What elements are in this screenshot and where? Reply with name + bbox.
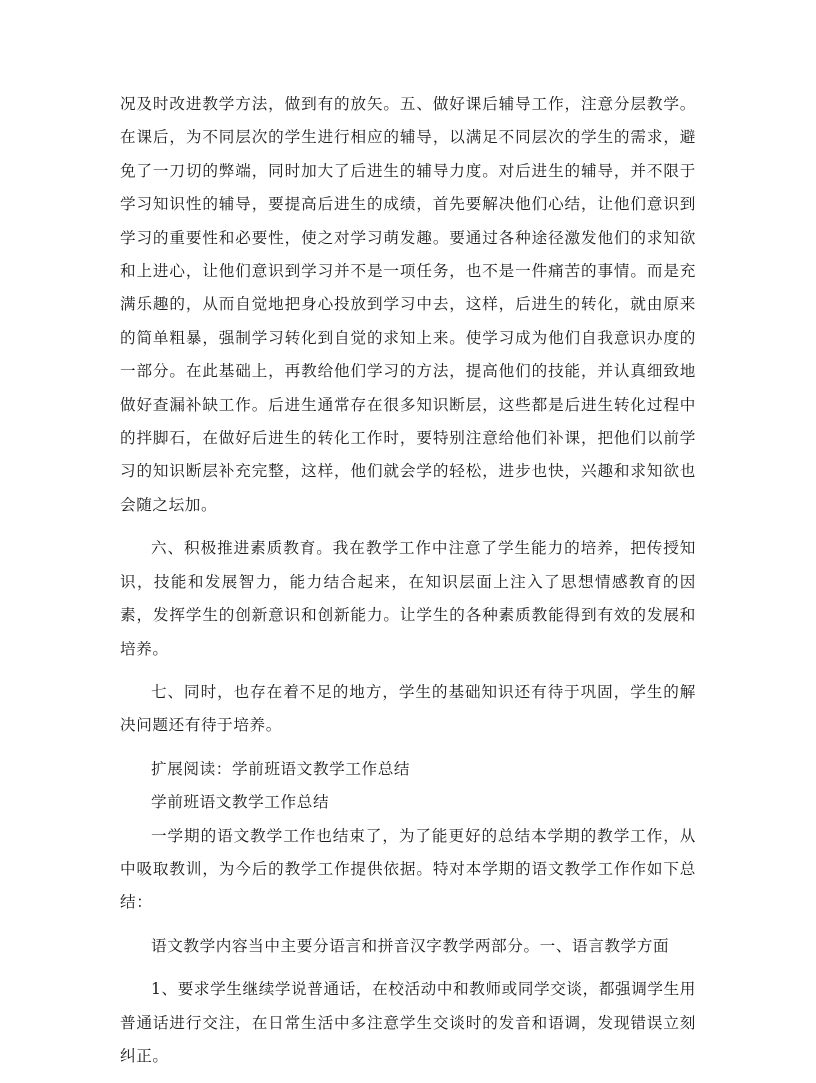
document-page — [120, 88, 696, 1083]
paragraph-intro: 一学期的语文教学工作也结束了，为了能更好的总结本学期的教学工作，从中吸取教训，为今后的教学工作提供依据。特对本学期的语文教学工作作如下总结： — [120, 826, 696, 912]
paragraph-mandarin-requirement: 1、要求学生继续学说普通话，在校活动中和教师或同学交谈，都强调学生用普通话进行交注，在日常生活中多注意学生交谈时的发音和语调，发现错误立刻纠正。 — [120, 980, 696, 1065]
paragraph-quality-education: 六、积极推进素质教育。我在教学工作中注意了学生能力的培养，把传授知识，技能和发展智力，能力结合起来，在知识层面上注入了思想情感教育的因素，发挥学生的创新意识和创新能力。让学生的各种素质教能得到有效的发展和培养。 — [120, 539, 696, 658]
paragraph-teaching-content: 语文教学内容当中主要分语言和拼音汉字教学两部分。一、语言教学方面 — [151, 936, 670, 955]
paragraph-remedial-teaching: 况及时改进教学方法，做到有的放矢。五、做好课后辅导工作，注意分层教学。在课后，为不同层次的学生进行相应的辅导，以满足不同层次的学生的需求，避免了一刀切的弊端，同时加大了后进生的辅导力度。对后进生的辅导，并不限于学习知识性的辅导，要提高后进生的成绩，首先要解决他们心结，让他们意识到学习的重要性和必要性，使之对学习萌发趣。要通过各种途径激发他们的求知欲和上进心，让他们意识到学习并不是一项任务，也不是一件痛苦的事情。而是充满乐趣的，从而自觉地把身心投放到学习中去，这样，后进生的转化，就由原来的简单粗暴，强制学习转化到自觉的求知上来。使学习成为他们自我意识办度的一部分。在此基础上，再教给他们学习的方法，提高他们的技能，并认真细致地做好查漏补缺工作。后进生通常存在很多知识断层，这些都是后进生转化过程中的拌脚石，在做好后进生的转化工作时，要特别注意给他们补课，把他们以前学习的知识断层补充完整，这样，他们就会学的轻松，进步也快，兴趣和求知欲也会随之坛加。 — [120, 95, 696, 514]
extended-reading-heading: 扩展阅读：学前班语文教学工作总结 — [151, 759, 411, 778]
paragraph-shortcomings: 七、同时，也存在着不足的地方，学生的基础知识还有待于巩固，学生的解决问题还有待于培养。 — [120, 682, 696, 735]
section-title: 学前班语文教学工作总结 — [151, 793, 330, 812]
